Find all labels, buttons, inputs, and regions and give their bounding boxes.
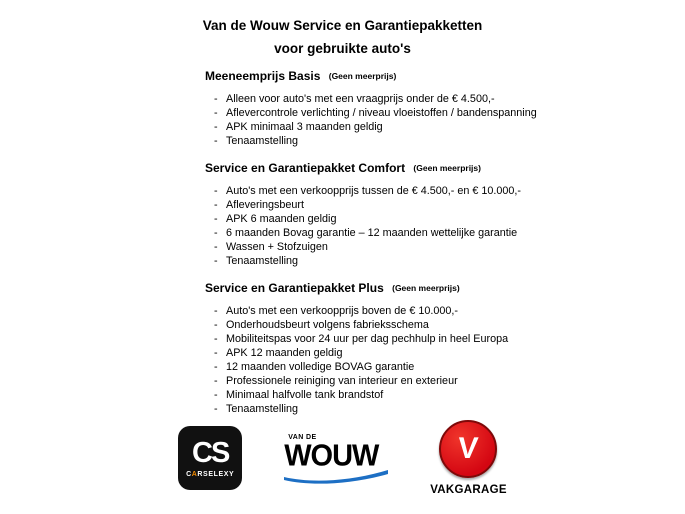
list-item: - Minimaal halfvolle tank brandstof: [214, 388, 655, 402]
section-heading: [205, 282, 655, 296]
section-title: Service en Garantiepakket Comfort: [205, 161, 406, 175]
list-item: - APK 6 maanden geldig: [214, 212, 655, 226]
carselexy-wordmark-a: A: [191, 471, 198, 478]
packages-content: [205, 70, 655, 416]
carselexy-wordmark: [186, 471, 234, 478]
list-item: - Afleveringsbeurt: [214, 198, 655, 212]
section-note: (Geen meerprijs): [328, 71, 397, 81]
section-meeneemprijs-basis: [205, 70, 655, 148]
section-heading: [205, 162, 655, 176]
section-garantiepakket-plus: [205, 282, 655, 416]
wouw-van-de-label: VAN DE: [288, 434, 317, 441]
vakgarage-v-letter: V: [457, 432, 480, 465]
section-note: (Geen meerprijs): [413, 163, 481, 173]
list-item: - 6 maanden Bovag garantie – 12 maanden wettelijke garantie: [214, 226, 655, 240]
list-item: - Wassen + Stofzuigen: [214, 240, 655, 254]
page-title: [0, 0, 685, 60]
list-item: - Professionele reiniging van interieur en exterieur: [214, 374, 655, 388]
title-line-2: voor gebruikte auto's: [274, 41, 411, 56]
carselexy-wordmark-rest: RSELEXY: [197, 471, 235, 478]
wouw-wordmark: WOUW: [284, 439, 379, 473]
list-item: - Auto's met een verkoopprijs tussen de € 4.500,- en € 10.000,-: [214, 184, 655, 198]
list-item: - Tenaamstelling: [214, 402, 655, 416]
list-item: - Alleen voor auto's met een vraagprijs onder de € 4.500,-: [214, 92, 655, 106]
logo-row: [0, 420, 685, 496]
title-line-1: Van de Wouw Service en Garantiepakketten: [202, 18, 483, 33]
list-item: - Onderhoudsbeurt volgens fabrieksschema: [214, 318, 655, 332]
list-item: - APK minimaal 3 maanden geldig: [214, 120, 655, 134]
list-item: - APK 12 maanden geldig: [214, 346, 655, 360]
section-garantiepakket-comfort: [205, 162, 655, 268]
section-title: Service en Garantiepakket Plus: [205, 281, 384, 295]
list-item: - Aflevercontrole verlichting / niveau vloeistoffen / bandenspanning: [214, 106, 655, 120]
bullet-list: [205, 184, 655, 268]
list-item: - Auto's met een verkoopprijs boven de € 10.000,-: [214, 304, 655, 318]
carselexy-wordmark-c: C: [186, 471, 192, 478]
van-de-wouw-logo: [284, 432, 388, 484]
carselexy-monogram-icon: CS: [192, 437, 229, 469]
list-item: - Tenaamstelling: [214, 134, 655, 148]
vakgarage-logo: [430, 420, 507, 496]
bullet-list: [205, 304, 655, 416]
vakgarage-v-badge-icon: [439, 420, 497, 478]
section-heading: [205, 70, 655, 84]
carselexy-logo: [178, 426, 242, 490]
vakgarage-wordmark: VAKGARAGE: [430, 484, 507, 496]
section-note: (Geen meerprijs): [392, 283, 460, 293]
bullet-list: [205, 92, 655, 148]
list-item: - Tenaamstelling: [214, 254, 655, 268]
section-title: Meeneemprijs Basis: [205, 69, 321, 83]
list-item: - 12 maanden volledige BOVAG garantie: [214, 360, 655, 374]
list-item: - Mobiliteitspas voor 24 uur per dag pechhulp in heel Europa: [214, 332, 655, 346]
wouw-swoosh-icon: [282, 468, 390, 484]
